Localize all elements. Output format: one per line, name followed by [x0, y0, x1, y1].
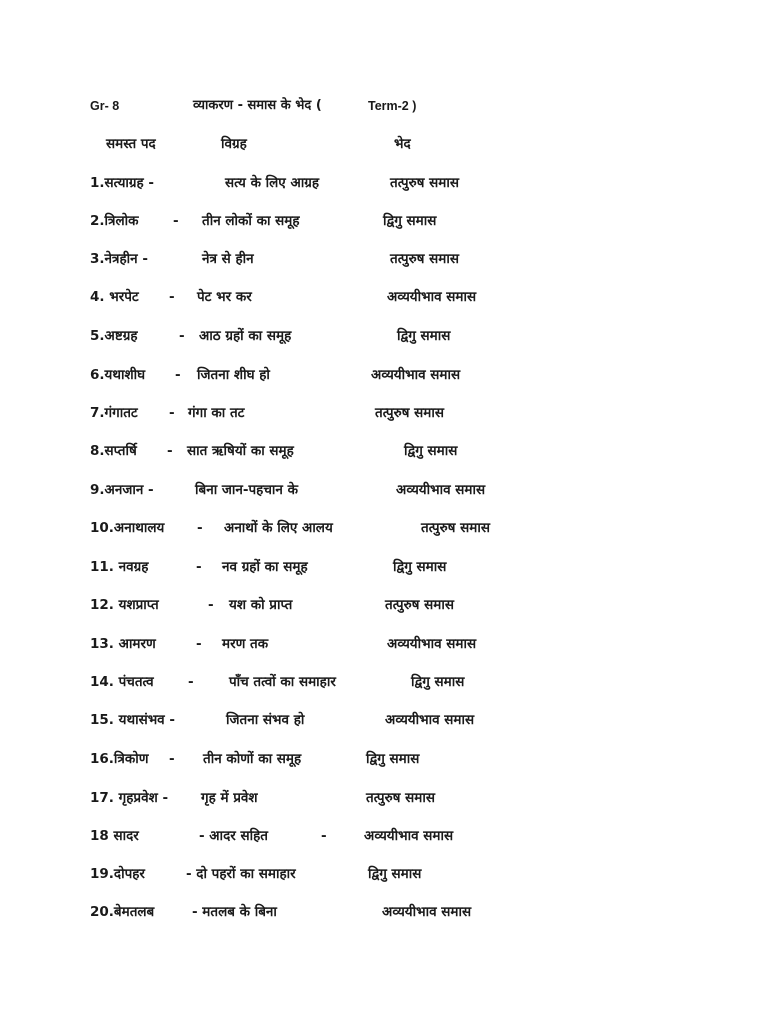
compound-type: अव्ययीभाव समास: [382, 904, 472, 920]
compound-type: तत्पुरुष समास: [385, 597, 455, 613]
compound-type: अव्ययीभाव समास: [396, 482, 486, 498]
separator-dash: -: [196, 636, 202, 652]
expansion-text: जितना शीघ हो: [197, 367, 270, 383]
separator-dash: -: [321, 828, 327, 844]
compound-word: 5.अष्टग्रह: [90, 328, 138, 344]
separator-dash: -: [208, 597, 214, 613]
expansion-text: पाँच तत्वों का समाहार: [229, 674, 336, 690]
separator-dash: -: [175, 367, 181, 383]
compound-type: अव्ययीभाव समास: [371, 367, 461, 383]
compound-word: 15. यथासंभव -: [90, 712, 175, 728]
separator-dash: -: [167, 443, 173, 459]
compound-type: अव्ययीभाव समास: [364, 828, 454, 844]
compound-word: 3.नेत्रहीन -: [90, 251, 148, 267]
term-label: Term-2 ): [368, 99, 417, 113]
expansion-text: सात ऋषियों का समूह: [187, 443, 294, 459]
compound-type: तत्पुरुष समास: [390, 251, 460, 267]
compound-type: द्विगु समास: [397, 328, 451, 344]
page-title: व्याकरण - समास के भेद (: [193, 98, 322, 113]
expansion-text: गंगा का तट: [188, 405, 245, 421]
compound-word: 8.सप्तर्षि: [90, 443, 137, 459]
compound-word: 1.सत्याग्रह -: [90, 175, 154, 191]
separator-dash: -: [179, 328, 185, 344]
compound-word: 19.दोपहर: [90, 866, 145, 882]
compound-word: 13. आमरण: [90, 636, 156, 652]
compound-type: अव्ययीभाव समास: [387, 636, 477, 652]
compound-type: अव्ययीभाव समास: [385, 712, 475, 728]
expansion-text: - आदर सहित: [199, 828, 268, 844]
expansion-text: बिना जान-पहचान के: [195, 482, 298, 498]
grade-label: Gr- 8: [90, 99, 120, 113]
expansion-text: मरण तक: [222, 636, 269, 652]
compound-word: 2.त्रिलोक: [90, 213, 139, 229]
expansion-text: नेत्र से हीन: [202, 251, 254, 267]
compound-word: 10.अनाथालय: [90, 520, 165, 536]
separator-dash: -: [196, 559, 202, 575]
expansion-text: गृह में प्रवेश: [201, 790, 258, 806]
expansion-text: अनाथों के लिए आलय: [224, 520, 333, 536]
compound-type: तत्पुरुष समास: [375, 405, 445, 421]
expansion-text: यश को प्राप्त: [229, 597, 293, 613]
compound-type: द्विगु समास: [366, 751, 420, 767]
compound-word: 12. यशप्राप्त: [90, 597, 159, 613]
separator-dash: -: [169, 289, 175, 305]
compound-word: 11. नवग्रह: [90, 559, 149, 575]
compound-word: 18 सादर: [90, 828, 139, 844]
expansion-text: जितना संभव हो: [226, 712, 305, 728]
separator-dash: -: [197, 520, 203, 536]
compound-word: 6.यथाशीघ: [90, 367, 146, 383]
compound-word: 17. गृहप्रवेश -: [90, 790, 169, 806]
expansion-text: तीन लोकों का समूह: [202, 213, 300, 229]
expansion-text: सत्य के लिए आग्रह: [225, 175, 320, 191]
expansion-text: - मतलब के बिना: [192, 904, 277, 920]
separator-dash: -: [188, 674, 194, 690]
expansion-text: - दो पहरों का समाहार: [186, 866, 296, 882]
compound-type: तत्पुरुष समास: [366, 790, 436, 806]
compound-type: द्विगु समास: [411, 674, 465, 690]
column-heading-expansion: विग्रह: [221, 136, 247, 152]
compound-word: 9.अनजान -: [90, 482, 154, 498]
separator-dash: -: [169, 405, 175, 421]
compound-type: अव्ययीभाव समास: [387, 289, 477, 305]
separator-dash: -: [173, 213, 179, 229]
column-heading-type: भेद: [394, 136, 411, 152]
compound-word: 20.बेमतलब: [90, 904, 155, 920]
separator-dash: -: [169, 751, 175, 767]
compound-word: 4. भरपेट: [90, 289, 139, 305]
compound-type: तत्पुरुष समास: [390, 175, 460, 191]
compound-type: द्विगु समास: [404, 443, 458, 459]
expansion-text: पेट भर कर: [197, 289, 252, 305]
compound-type: द्विगु समास: [383, 213, 437, 229]
compound-type: द्विगु समास: [393, 559, 447, 575]
compound-type: तत्पुरुष समास: [421, 520, 491, 536]
compound-type: द्विगु समास: [368, 866, 422, 882]
expansion-text: नव ग्रहों का समूह: [222, 559, 308, 575]
compound-word: 16.त्रिकोण: [90, 751, 149, 767]
compound-word: 14. पंचतत्व: [90, 674, 154, 690]
expansion-text: तीन कोणों का समूह: [203, 751, 302, 767]
column-heading-compound: समस्त पद: [106, 136, 156, 152]
expansion-text: आठ ग्रहों का समूह: [199, 328, 292, 344]
compound-word: 7.गंगातट: [90, 405, 138, 421]
